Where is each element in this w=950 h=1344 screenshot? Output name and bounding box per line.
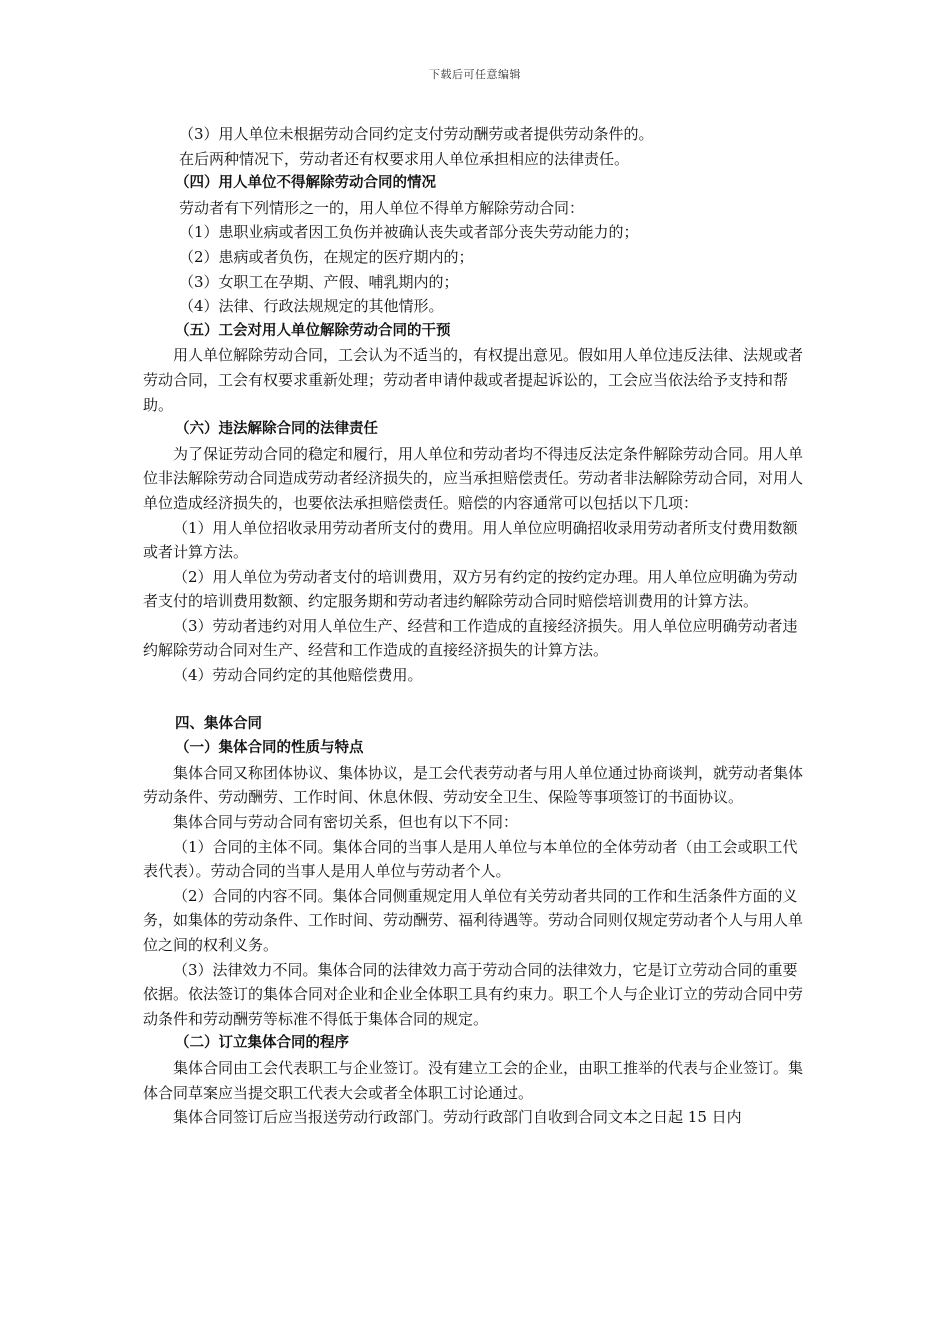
- paragraph: （3）法律效力不同。集体合同的法律效力高于劳动合同的法律效力，它是订立劳动合同的重要依据。依法签订的集体合同对企业和企业全体职工具有约束力。职工个人与企业订立的劳动合同中劳动条件和劳动酬劳等标准不得低于集体合同的规定。: [143, 960, 804, 1028]
- paragraph: 在后两种情况下，劳动者还有权要求用人单位承担相应的法律责任。: [179, 149, 630, 168]
- section-heading: （五）工会对用人单位解除劳动合同的干预: [175, 322, 451, 339]
- paragraph: （4）劳动合同约定的其他赔偿费用。: [173, 666, 423, 685]
- paragraph: （1）患职业病或者因工负伤并被确认丧失或者部分丧失劳动能力的；: [179, 223, 639, 242]
- paragraph: 集体合同又称团体协议、集体协议，是工会代表劳动者与用人单位通过协商谈判，就劳动者集体劳动条件、劳动酬劳、工作时间、休息休假、劳动安全卫生、保险等事项签订的书面协议。: [143, 763, 804, 807]
- paragraph: （3）用人单位未根据劳动合同约定支付劳动酬劳或者提供劳动条件的。: [179, 125, 654, 143]
- paragraph: 为了保证劳动合同的稳定和履行，用人单位和劳动者均不得违反法定条件解除劳动合同。用人单位非法解除劳动合同造成劳动者经济损失的，应当承担赔偿责任。劳动者非法解除劳动合同，对用人单位造成经济损失的，也要依法承担赔偿责任。赔偿的内容通常可以包括以下几项：: [143, 444, 804, 512]
- paragraph: 用人单位解除劳动合同，工会认为不适当的，有权提出意见。假如用人单位违反法律、法规或者劳动合同，工会有权要求重新处理；劳动者申请仲裁或者提起诉讼的，工会应当依法给予支持和帮助。: [143, 346, 804, 414]
- paragraph: （2）合同的内容不同。集体合同侧重规定用人单位有关劳动者共同的工作和生活条件方面的义务，如集体的劳动条件、工作时间、劳动酬劳、福利待遇等。劳动合同则仅规定劳动者个人与用人单位之间的权利义务。: [143, 886, 804, 954]
- section-heading: （一）集体合同的性质与特点: [175, 740, 364, 757]
- section-heading: （四）用人单位不得解除劳动合同的情况: [175, 175, 436, 192]
- section-heading: 四、集体合同: [175, 715, 262, 732]
- paragraph: （2）用人单位为劳动者支付的培训费用，双方另有约定的按约定办理。用人单位应明确为劳动者支付的培训费用数额、约定服务期和劳动者违约解除劳动合同时赔偿培训费用的计算方法。: [143, 567, 798, 611]
- paragraph: （2）患病或者负伤，在规定的医疗期内的；: [179, 247, 474, 266]
- paragraph: 集体合同与劳动合同有密切关系，但也有以下不同：: [173, 813, 519, 832]
- paragraph: （1）合同的主体不同。集体合同的当事人是用人单位与本单位的全体劳动者（由工会或职工代表代表）。劳动合同的当事人是用人单位与劳动者个人。: [143, 837, 798, 881]
- page-header: 下载后可任意编辑: [429, 68, 521, 81]
- paragraph: （3）女职工在孕期、产假、哺乳期内的；: [179, 272, 459, 291]
- paragraph: （4）法律、行政法规规定的其他情形。: [179, 297, 444, 316]
- section-heading: （二）订立集体合同的程序: [175, 1035, 349, 1052]
- paragraph: （1）用人单位招收录用劳动者所支付的费用。用人单位应明确招收录用劳动者所支付费用数额或者计算方法。: [143, 518, 798, 562]
- paragraph: 集体合同签订后应当报送劳动行政部门。劳动行政部门自收到合同文本之日起 15 日内: [173, 1108, 742, 1127]
- paragraph: 集体合同由工会代表职工与企业签订。没有建立工会的企业，由职工推举的代表与企业签订。集体合同草案应当提交职工代表大会或者全体职工讨论通过。: [143, 1058, 804, 1102]
- paragraph: （3）劳动者违约对用人单位生产、经营和工作造成的直接经济损失。用人单位应明确劳动者违约解除劳动合同对生产、经营和工作造成的直接经济损失的计算方法。: [143, 616, 798, 660]
- section-spacer: [143, 688, 807, 712]
- document-body: [143, 122, 807, 1130]
- section-heading: （六）违法解除合同的法律责任: [175, 421, 378, 438]
- paragraph: 劳动者有下列情形之一的，用人单位不得单方解除劳动合同：: [179, 198, 585, 217]
